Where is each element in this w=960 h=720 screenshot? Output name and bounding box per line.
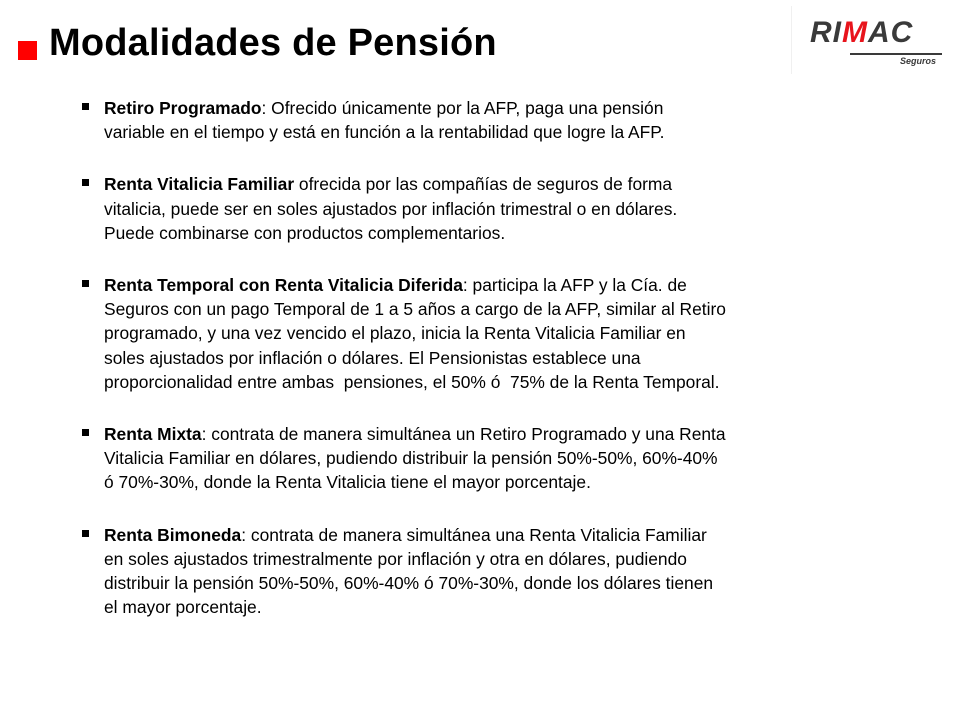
item-line: ofrecida por las compañías de seguros de forma — [294, 174, 673, 195]
item-term: Retiro Programado — [104, 98, 262, 118]
item-line: variable en el tiempo y está en función a la rentabilidad que logre la AFP. — [104, 122, 665, 143]
logo-word-start: RI — [810, 16, 842, 49]
bullet-square — [82, 429, 89, 436]
item-line: : contrata de manera simultánea un Retiro Programado y una Renta — [201, 424, 726, 445]
item-line: ó 70%-30%, donde la Renta Vitalicia tiene el mayor porcentaje. — [104, 472, 591, 493]
bullet-square — [82, 530, 89, 537]
list-item — [82, 523, 882, 620]
item-line: en soles ajustados trimestralmente por inflación y otra en dólares, pudiendo — [104, 548, 687, 569]
title-accent-square — [18, 41, 37, 60]
logo-word-end: AC — [868, 16, 914, 49]
logo-word-accent: M — [842, 16, 868, 49]
item-text — [104, 523, 713, 620]
item-line: : participa la AFP y la Cía. de — [462, 275, 687, 296]
item-text — [104, 273, 726, 394]
item-term: Renta Mixta — [104, 424, 202, 445]
item-line: proporcionalidad entre ambas pensiones, el 50% ó 75% de la Renta Temporal. — [104, 371, 720, 392]
bullet-square — [82, 179, 89, 186]
list-item — [82, 172, 882, 245]
title-bar — [18, 22, 497, 65]
list-item — [82, 422, 882, 495]
item-line: programado, y una vez vencido el plazo, inicia la Renta Vitalicia Familiar en — [104, 323, 686, 344]
item-term: Renta Bimoneda — [104, 524, 242, 545]
item-line: : Ofrecido únicamente por la AFP, paga una pensión — [261, 98, 664, 118]
item-term: Renta Vitalicia Familiar — [104, 174, 295, 195]
item-line: el mayor porcentaje. — [104, 597, 262, 618]
logo-underline — [850, 53, 942, 55]
item-text — [104, 422, 726, 495]
item-term: Renta Temporal con Renta Vitalicia Diferida — [104, 275, 463, 296]
bullet-square — [82, 103, 89, 110]
item-line: Puede combinarse con productos complementarios. — [104, 222, 506, 243]
rimac-logo — [792, 6, 960, 74]
item-line: Vitalicia Familiar en dólares, pudiendo distribuir la pensión 50%-50%, 60%-40% — [104, 448, 718, 469]
pension-modalities-list — [82, 96, 882, 647]
item-line: : contrata de manera simultánea una Renta Vitalicia Familiar — [241, 524, 707, 545]
logo-wordmark — [810, 16, 913, 50]
bullet-square — [82, 280, 89, 287]
item-text — [104, 172, 677, 245]
list-item — [82, 273, 882, 394]
list-item — [82, 96, 882, 144]
item-line: vitalicia, puede ser en soles ajustados por inflación trimestral o en dólares. — [104, 198, 678, 219]
item-line: distribuir la pensión 50%-50%, 60%-40% ó 70%-30%, donde los dólares tienen — [104, 573, 714, 594]
item-text — [104, 96, 664, 144]
item-line: Seguros con un pago Temporal de 1 a 5 años a cargo de la AFP, similar al Retiro — [104, 299, 726, 320]
page-title: Modalidades de Pensión — [49, 22, 497, 64]
item-line: soles ajustados por inflación o dólares. El Pensionistas establece una — [104, 347, 641, 368]
logo-subtitle: Seguros — [900, 56, 937, 66]
